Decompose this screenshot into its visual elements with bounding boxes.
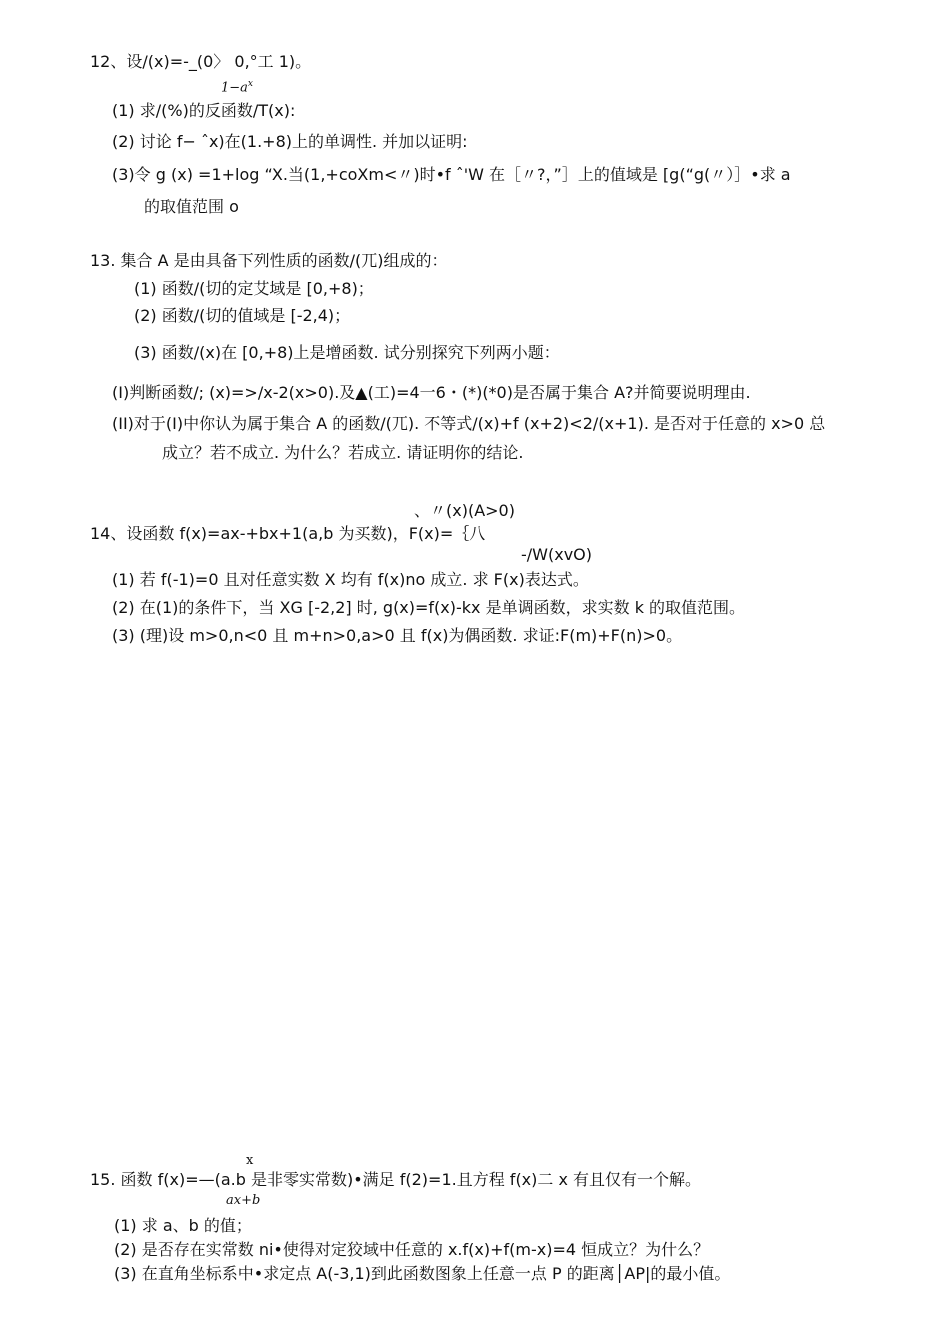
problem-12-denominator-sup: x — [247, 79, 253, 89]
problem-12-statement: 12、设/(x)=-_(0〉 0,°工 1)。 — [90, 52, 312, 71]
problem-15-statement: 15. 函数 f(x)=—(a.b 是非零实常数)•满足 f(2)=1.且方程 f(x)二 x 有且仅有一个解。 — [90, 1170, 702, 1189]
problem-14-part-1: (1) 若 f(-1)=0 且对任意实数 X 均有 f(x)no 成立. 求 F(x)表达式。 — [112, 570, 589, 589]
problem-13-condition-1: (1) 函数/(切的定艾域是 [0,+8)； — [134, 279, 374, 298]
problem-13-part-ii: (II)对于(I)中你认为属于集合 A 的函数/(兀). 不等式/(x)+f (x+2)<2/(x+1). 是否对于任意的 x>0 总 — [112, 414, 826, 433]
problem-14-part-3: (3) (理)设 m>0,n<0 且 m+n>0,a>0 且 f(x)为偶函数. 求证:F(m)+F(n)>0。 — [112, 626, 683, 645]
problem-15-part-2: (2) 是否存在实常数 ni•使得对定狡域中任意的 x.f(x)+f(m-x)=4 恒成立？为什么？ — [114, 1240, 710, 1259]
problem-12-part-3: (3)令 g (x) =1+log “X.当(1,+coXm<〃)时•f ˆ'W 在［〃?，”］上的值域是 [g(“g(〃）］•求 a — [112, 165, 791, 184]
problem-15-part-1: (1) 求 a、b 的值； — [114, 1216, 252, 1235]
problem-14-part-2: (2) 在(1)的条件下，当 XG [-2,2] 时, g(x)=f(x)-kx 是单调函数，求实数 k 的取值范围。 — [112, 598, 746, 617]
problem-12-part-2: (2) 讨论 f− ˆx)在(1.+8)上的单调性. 并加以证明: — [112, 132, 468, 151]
problem-14-piecewise-top: 、〃(x)(A>0) — [414, 501, 515, 520]
problem-13-condition-3: (3) 函数/(x)在 [0,+8)上是增函数. 试分别探究下列两小题： — [134, 343, 560, 362]
problem-15-numerator: x — [246, 1153, 254, 1168]
problem-15-part-3: (3) 在直角坐标系中•求定点 A(-3,1)到此函数图象上任意一点 P 的距离│AP|的最小值。 — [114, 1264, 731, 1283]
problem-13-part-i: (I)判断函数/; (x)=>/x-2(x>0).及▲(工)=4一6・(*)(*0)是否属于集合 A?并简要说明理由. — [112, 383, 751, 402]
problem-13-condition-2: (2) 函数/(切的值域是 [-2,4)； — [134, 306, 351, 325]
problem-13-part-ii-cont: 成立？若不成立. 为什么？若成立. 请证明你的结论. — [162, 443, 524, 462]
problem-14-statement: 14、设函数 f(x)=ax-+bx+1(a,b 为买数)，F(x)=｛八 — [90, 524, 486, 543]
problem-12-part-3-cont: 的取值范围 o — [144, 197, 239, 216]
problem-13-statement: 13. 集合 A 是由具备下列性质的函数/(兀)组成的： — [90, 251, 448, 270]
problem-12-part-1: (1) 求/(%)的反函数/T(x): — [112, 101, 296, 120]
problem-15-denominator: ax+b — [226, 1193, 261, 1208]
problem-14-piecewise-bottom: -/W(xvO) — [521, 545, 592, 564]
problem-12-denominator-text: 1−a — [221, 80, 248, 96]
problem-12-denominator — [221, 76, 253, 96]
